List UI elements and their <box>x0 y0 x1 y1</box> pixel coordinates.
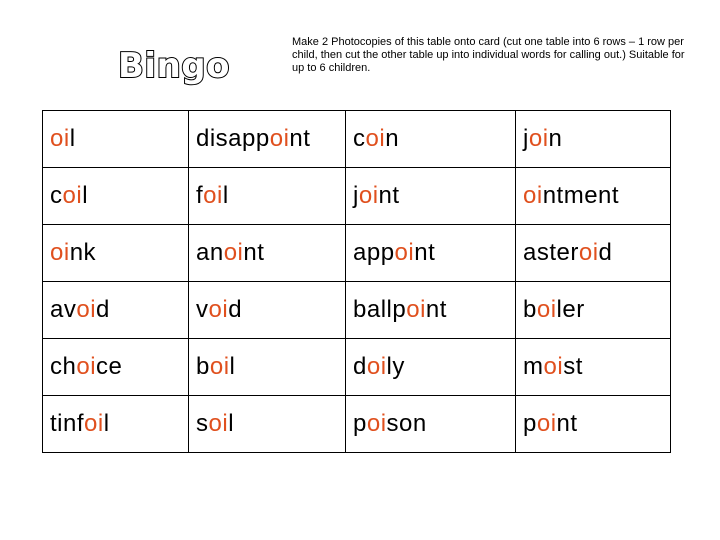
word-part: n <box>385 125 400 152</box>
word-part: d <box>228 296 243 323</box>
word-part: d <box>598 239 613 266</box>
word-part: nt <box>243 239 265 266</box>
word-part: nt <box>378 182 400 209</box>
word-part: p <box>353 410 367 437</box>
word-part: j <box>353 182 359 209</box>
word-cell <box>43 225 189 282</box>
word-part: s <box>196 410 209 437</box>
word-cell <box>346 396 516 453</box>
word-part: tinf <box>50 410 85 437</box>
word-part: aster <box>523 239 579 266</box>
word-part: nt <box>425 296 447 323</box>
oi-highlight: oi <box>208 296 229 323</box>
word-cell <box>516 168 671 225</box>
word-part: d <box>353 353 367 380</box>
oi-highlight: oi <box>203 182 223 209</box>
instructions-text: Make 2 Photocopies of this table onto card (cut one table into 6 rows – 1 row per child, then cut the other table up into individual words for calling out.) Suitable for up to 6 children. <box>292 36 685 74</box>
oi-highlight: oi <box>84 410 104 437</box>
word-cell <box>189 282 346 339</box>
word-cell <box>516 339 671 396</box>
word-cell <box>189 396 346 453</box>
word-part: disapp <box>196 125 270 152</box>
word-cell <box>189 339 346 396</box>
word-part: c <box>353 125 366 152</box>
word-part: ntment <box>542 182 620 209</box>
word-cell <box>43 339 189 396</box>
table-row <box>43 396 671 453</box>
oi-highlight: oi <box>76 353 97 380</box>
oi-highlight: oi <box>523 182 543 209</box>
oi-highlight: oi <box>536 296 557 323</box>
table-row <box>43 225 671 282</box>
word-cell <box>346 339 516 396</box>
word-part: ch <box>50 353 77 380</box>
word-part: l <box>82 182 89 209</box>
word-part: app <box>353 239 395 266</box>
word-part: c <box>50 182 63 209</box>
table-row <box>43 282 671 339</box>
word-part: ce <box>96 353 123 380</box>
table-row <box>43 339 671 396</box>
word-part: ly <box>386 353 405 380</box>
word-cell <box>346 282 516 339</box>
word-part: l <box>69 125 76 152</box>
word-cell <box>516 111 671 168</box>
word-part: an <box>196 239 224 266</box>
word-cell <box>346 168 516 225</box>
word-part: nk <box>69 239 97 266</box>
oi-highlight: oi <box>269 125 290 152</box>
word-cell <box>346 225 516 282</box>
word-part: nt <box>414 239 436 266</box>
word-part: ler <box>556 296 585 323</box>
oi-highlight: oi <box>366 410 387 437</box>
word-part: nt <box>289 125 311 152</box>
word-part: v <box>196 296 209 323</box>
word-part: n <box>548 125 563 152</box>
oi-highlight: oi <box>208 410 229 437</box>
word-part: j <box>523 125 529 152</box>
oi-highlight: oi <box>223 239 244 266</box>
word-part: l <box>103 410 110 437</box>
word-cell <box>43 282 189 339</box>
word-part: st <box>563 353 583 380</box>
word-cell <box>516 225 671 282</box>
oi-highlight: oi <box>406 296 426 323</box>
oi-highlight: oi <box>209 353 230 380</box>
oi-highlight: oi <box>76 296 97 323</box>
oi-highlight: oi <box>394 239 415 266</box>
word-part: p <box>523 410 537 437</box>
oi-highlight: oi <box>536 410 557 437</box>
word-cell <box>346 111 516 168</box>
word-part: d <box>96 296 110 323</box>
word-cell <box>43 396 189 453</box>
word-part: ballp <box>353 296 407 323</box>
word-cell <box>189 111 346 168</box>
word-cell <box>516 396 671 453</box>
oi-highlight: oi <box>50 125 70 152</box>
oi-highlight: oi <box>528 125 549 152</box>
word-part: l <box>222 182 229 209</box>
oi-highlight: oi <box>62 182 83 209</box>
page-title: Bingo <box>118 46 230 86</box>
word-part: l <box>229 353 236 380</box>
word-cell <box>189 168 346 225</box>
oi-highlight: oi <box>358 182 379 209</box>
oi-highlight: oi <box>365 125 386 152</box>
word-part: l <box>228 410 235 437</box>
oi-highlight: oi <box>543 353 564 380</box>
word-part: nt <box>556 410 578 437</box>
table-row <box>43 111 671 168</box>
word-part: f <box>196 182 204 209</box>
word-part: b <box>196 353 210 380</box>
word-part: av <box>50 296 77 323</box>
bingo-table <box>42 110 671 453</box>
oi-highlight: oi <box>50 239 70 266</box>
word-cell <box>189 225 346 282</box>
oi-highlight: oi <box>578 239 599 266</box>
word-cell <box>43 168 189 225</box>
word-part: son <box>386 410 427 437</box>
word-cell <box>43 111 189 168</box>
word-part: m <box>523 353 544 380</box>
word-part: b <box>523 296 537 323</box>
word-cell <box>516 282 671 339</box>
oi-highlight: oi <box>366 353 387 380</box>
table-row <box>43 168 671 225</box>
